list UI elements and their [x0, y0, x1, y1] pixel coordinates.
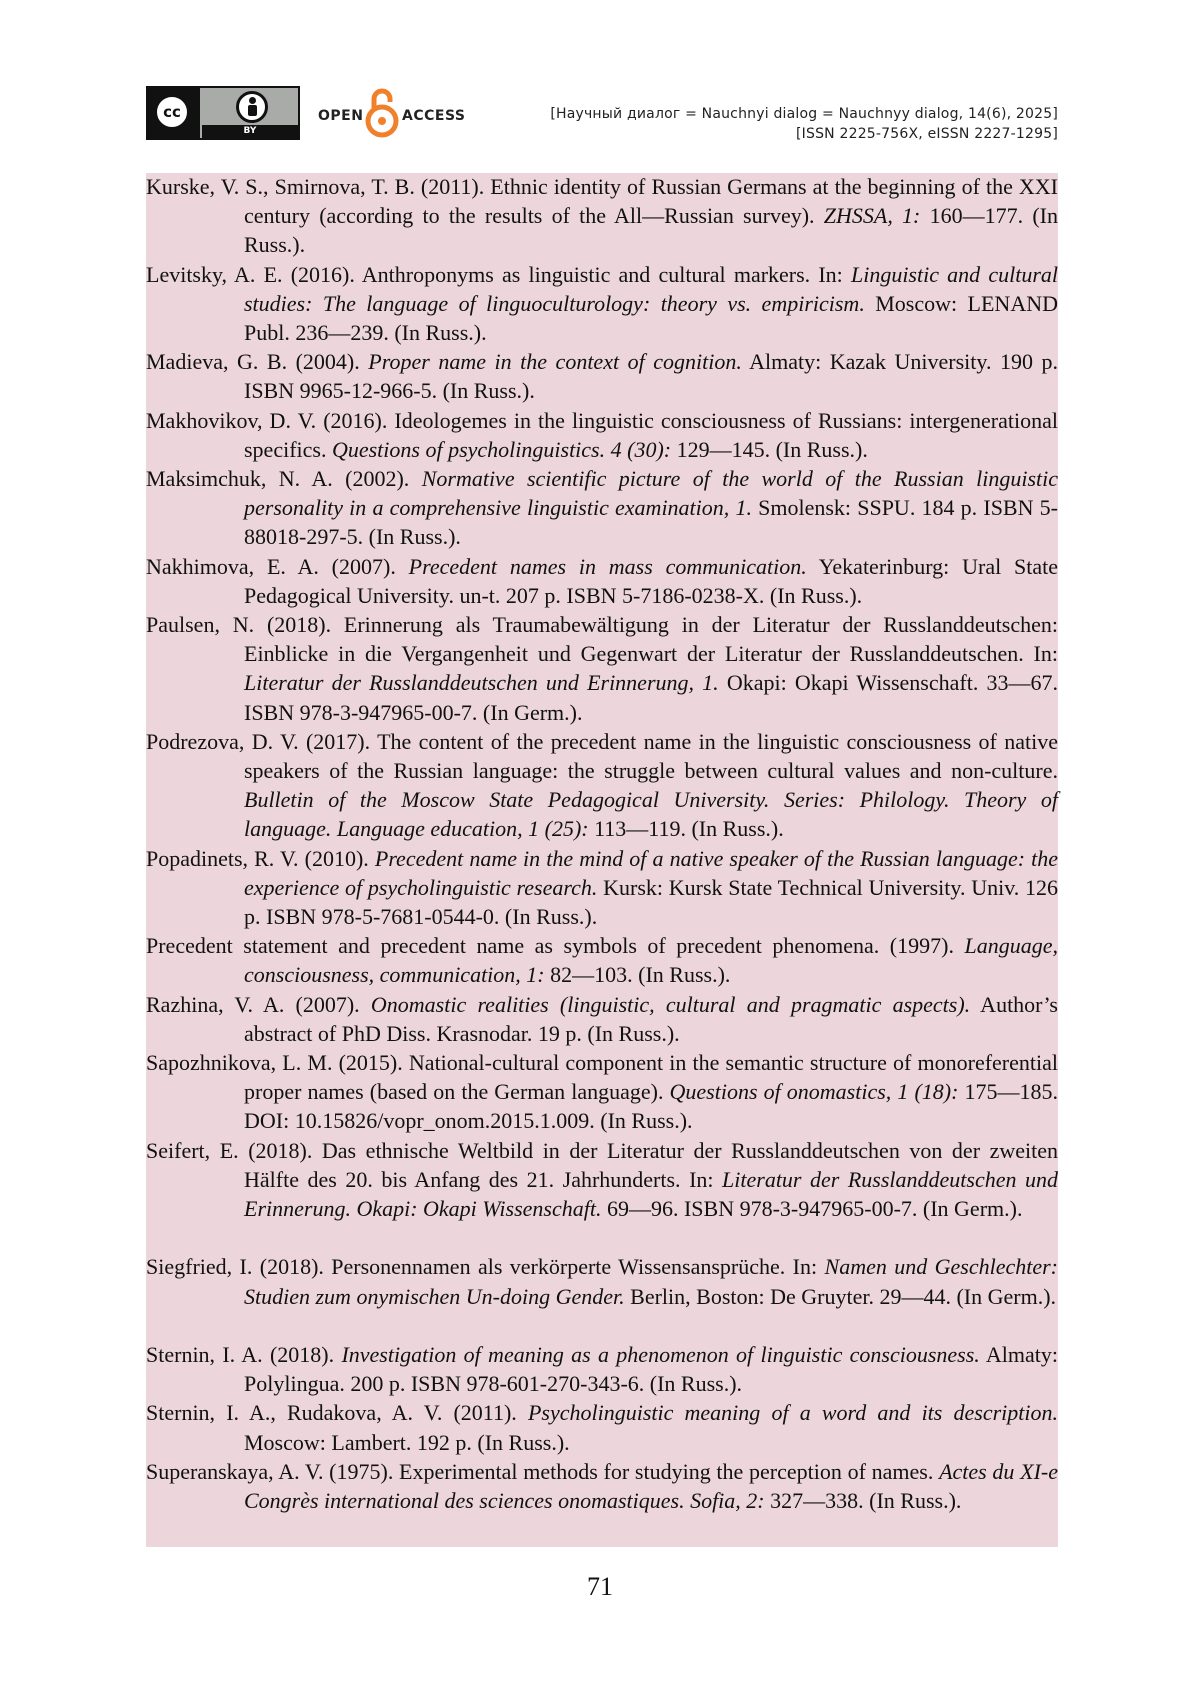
reference-source-title: Namen und Geschlechter: Studien zum onymischen Un-doing Gender.	[244, 1254, 1059, 1309]
reference-text: Precedent statement and precedent name as symbols of precedent phenomena. (1997).	[146, 933, 965, 959]
reference-entry	[146, 1048, 1058, 1136]
reference-entry	[146, 347, 1058, 405]
reference-publication-details: Almaty: Polylingua. 200 p. ISBN 978-601-270-343-6. (In Russ.).	[244, 1342, 1059, 1397]
reference-entry	[146, 464, 1058, 552]
reference-entry	[146, 931, 1058, 989]
reference-text: Siegfried, I. (2018). Personennamen als verkörperte Wissensansprüche. In:	[146, 1254, 825, 1280]
reference-source-title: Language, consciousness, communication, 1:	[244, 933, 1058, 988]
reference-publication-details: Author’s abstract of PhD Diss. Krasnodar. 19 p. (In Russ.).	[244, 991, 1058, 1046]
page-number: 71	[587, 1572, 613, 1601]
reference-text: Sternin, I. A., Rudakova, A. V. (2011).	[146, 1400, 528, 1426]
reference-entry	[146, 552, 1058, 610]
oa-open-text: OPEN	[318, 108, 364, 124]
oa-access-text: ACCESS	[402, 108, 466, 124]
reference-text: Paulsen, N. (2018). Erinnerung als Traumabewältigung in der Literatur der Russlanddeutschen: Einblicke in die Vergangenheit und Gegenwart der Literatur der Russlanddeutschen. In:	[146, 612, 1058, 667]
reference-source-title: Proper name in the context of cognition.	[368, 349, 742, 375]
reference-publication-details: Moscow: LENAND Publ. 236—239. (In Russ.).	[244, 290, 1058, 345]
reference-publication-details: Almaty: Kazak University. 190 p. ISBN 9965-12-966-5. (In Russ.).	[244, 349, 1058, 404]
journal-citation	[550, 104, 1058, 144]
reference-text: Maksimchuk, N. A. (2002).	[146, 466, 422, 491]
reference-entry	[146, 990, 1058, 1048]
reference-source-title: Precedent name in the mind of a native speaker of the Russian language: the experience of psycholinguistic research.	[244, 845, 1058, 900]
reference-text: Sternin, I. A. (2018).	[146, 1342, 342, 1367]
reference-source-title: Investigation of meaning as a phenomenon of linguistic consciousness.	[341, 1342, 980, 1367]
reference-publication-details: 175—185. DOI: 10.15826/vopr_onom.2015.1.009. (In Russ.).	[244, 1079, 1058, 1134]
reference-source-title: Questions of psycholinguistics. 4 (30):	[331, 436, 672, 462]
open-access-logo	[318, 86, 468, 142]
reference-entry	[146, 1136, 1058, 1224]
reference-publication-details: Yekaterinburg: Ural State Pedagogical University. un-t. 207 p. ISBN 5-7186-0238-X. (In Russ.).	[244, 553, 1058, 608]
reference-source-title: Bulletin of the Moscow State Pedagogical University. Series: Philology. Theory of language. Language education, 1 (25):	[244, 787, 1058, 842]
reference-publication-details: 129—145. (In Russ.).	[671, 436, 868, 462]
reference-source-title: Questions of onomastics, 1 (18):	[669, 1079, 959, 1105]
reference-source-title: ZHSSA, 1:	[823, 203, 921, 229]
reference-source-title: Precedent names in mass communication.	[408, 553, 807, 579]
reference-publication-details: Kursk: Kursk State Technical University. Univ. 126 p. ISBN 978-5-7681-0544-0. (In Russ.).	[244, 874, 1058, 929]
reference-source-title: Literatur der Russlanddeutschen und Erinnerung, 1.	[244, 670, 719, 696]
reference-source-title: Literatur der Russlanddeutschen und Erinnerung. Okapi: Okapi Wissenschaft.	[244, 1166, 1058, 1221]
page-header	[146, 86, 1058, 142]
reference-text: Makhovikov, D. V. (2016). Ideologemes in the linguistic consciousness of Russians: intergenerational specifics.	[146, 407, 1058, 462]
by-label: BY	[202, 125, 298, 138]
reference-entry	[146, 1340, 1058, 1398]
reference-entry	[146, 610, 1058, 727]
reference-source-title: Normative scientific picture of the world of the Russian linguistic personality in a comprehensive linguistic examination, 1.	[244, 466, 1058, 521]
open-lock-icon	[365, 86, 399, 138]
reference-publication-details: 113—119. (In Russ.).	[588, 816, 784, 842]
reference-entry	[146, 260, 1058, 348]
cc-by-license-badge[interactable]	[146, 86, 300, 140]
reference-text: Levitsky, A. E. (2016). Anthroponyms as linguistic and cultural markers. In:	[146, 261, 851, 287]
reference-text: Popadinets, R. V. (2010).	[146, 845, 375, 871]
reference-entry	[146, 1252, 1058, 1310]
reference-publication-details: 82—103. (In Russ.).	[544, 962, 731, 988]
reference-entry	[146, 1457, 1058, 1515]
reference-text: Sapozhnikova, L. M. (2015). National-cultural component in the semantic structure of monoreferential proper names (based on the German language).	[146, 1050, 1058, 1105]
reference-publication-details: Berlin, Boston: De Gruyter. 29—44. (In Germ.).	[624, 1283, 1057, 1309]
reference-text: Nakhimova, E. A. (2007).	[146, 553, 409, 579]
cc-icon: cc	[154, 94, 190, 130]
reference-source-title: Actes du XI-e Congrès international des sciences onomastiques. Sofia, 2:	[244, 1458, 1058, 1513]
reference-entry	[146, 1398, 1058, 1456]
reference-text: Superanskaya, A. V. (1975). Experimental methods for studying the perception of names.	[146, 1458, 940, 1484]
reference-source-title: Onomastic realities (linguistic, cultural and pragmatic aspects).	[370, 991, 971, 1017]
reference-entry	[146, 172, 1058, 260]
reference-list	[146, 173, 1058, 1547]
reference-publication-details: Smolensk: SSPU. 184 p. ISBN 5-88018-297-5. (In Russ.).	[244, 495, 1058, 550]
reference-entry	[146, 727, 1058, 844]
reference-text: Seifert, E. (2018). Das ethnische Weltbild in der Literatur der Russlanddeutschen von der zweiten Hälfte des 20. bis Anfang des 21. Jahrhunderts. In:	[146, 1137, 1058, 1192]
citation-line-1: [Научный диалог = Nauchnyi dialog = Nauchnyy dialog, 14(6), 2025]	[550, 106, 1058, 122]
reference-source-title: Psycholinguistic meaning of a word and its description.	[527, 1400, 1058, 1426]
reference-publication-details: Moscow: Lambert. 192 p. (In Russ.).	[244, 1429, 570, 1455]
reference-entry	[146, 844, 1058, 932]
reference-publication-details: Okapi: Okapi Wissenschaft. 33—67. ISBN 978-3-947965-00-7. (In Germ.).	[244, 670, 1058, 725]
reference-publication-details: 327—338. (In Russ.).	[764, 1488, 962, 1513]
reference-text: Kurske, V. S., Smirnova, T. B. (2011). Ethnic identity of Russian Germans at the beginning of the XXI century (according to the results of the All—Russian survey).	[146, 174, 1058, 229]
reference-text: Podrezova, D. V. (2017). The content of the precedent name in the linguistic consciousness of native speakers of the Russian language: the struggle between cultural values and non-culture.	[146, 728, 1058, 783]
reference-text: Madieva, G. B. (2004).	[146, 349, 369, 375]
citation-line-2: [ISSN 2225-756X, eISSN 2227-1295]	[796, 126, 1058, 142]
reference-text: Razhina, V. A. (2007).	[146, 991, 371, 1017]
reference-publication-details: 160—177. (In Russ.).	[244, 203, 1058, 258]
attribution-person-icon	[236, 91, 268, 123]
reference-source-title: Linguistic and cultural studies: The language of linguoculturology: theory vs. empiricism.	[244, 261, 1058, 316]
reference-entry	[146, 406, 1058, 464]
reference-publication-details: 69—96. ISBN 978-3-947965-00-7. (In Germ.).	[601, 1196, 1023, 1221]
